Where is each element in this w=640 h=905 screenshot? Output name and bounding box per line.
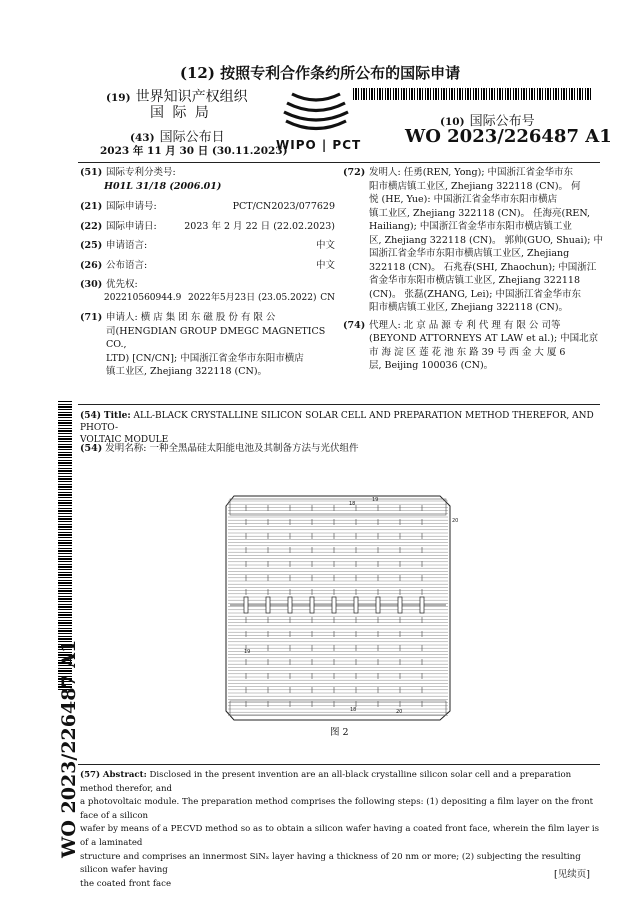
pub-number-value: WO 2023/226487 A1	[405, 126, 612, 147]
title-en-block: (54) Title: ALL-BLACK CRYSTALLINE SILICON SOLAR CELL AND PREPARATION METHOD THEREFOR, AND PHOTO- VOLTAIC MODULE	[80, 411, 594, 445]
field-22: (22) 国际申请日: 2023 年 2 月 22 日 (22.02.2023)	[80, 220, 335, 232]
solder-pad	[354, 597, 358, 613]
title-en-line-2: VOLTAIC MODULE	[80, 435, 169, 445]
reference-numeral: 19	[244, 649, 251, 655]
priority-row	[80, 292, 335, 306]
field-25: (25) 申请语言: 中文	[80, 240, 335, 251]
agent-line: (BEYOND ATTORNEYS AT LAW et al.); 中国北京	[369, 333, 599, 344]
solder-pad	[420, 597, 424, 613]
reference-numeral: 18	[349, 501, 356, 507]
solder-pad	[376, 597, 380, 613]
priority-date: 2022年5月23日 (23.05.2022)	[188, 292, 317, 303]
solder-pad	[244, 597, 248, 613]
wipo-logo	[270, 88, 362, 154]
applicant-line: LTD) [CN/CN]; 中国浙江省金华市东阳市横店	[106, 352, 304, 364]
org-name: 世界知识产权组织	[135, 89, 248, 105]
field-72: (72) 发明人: 任勇(REN, Yong); 中国浙江省金华市东 阳市横店镇工业区, Zhejiang 322118 (CN)。 何 悦 (HE, Yue): 中国浙江省金华市东阳市横店 镇工业区, Zhejiang 322118 (CN)。 任海亮(REN, Hailiang); 中国浙江省金华市东阳市横店镇工业 区, Zhejiang 322118 (CN)。 郭帅(GUO, Shuai); 中 国浙江省金华市东阳市横店镇工业区, Zhejiang 322118 (CN)。 石兆春(SHI, Zhaochun); 中国浙江 省金华市东阳市横店镇工业区, Zhejiang 322118 (CN)。 张磊(ZHANG, Lei); 中国浙江省金华市东 阳市横店镇工业区, Zhejiang 322118 (CN)。	[343, 167, 603, 313]
abstract-block	[80, 769, 604, 891]
reference-numeral: 18	[350, 707, 357, 713]
figure-caption: 图 2	[330, 727, 349, 738]
inventor-line: 322118 (CN)。 石兆春(SHI, Zhaochun); 中国浙江	[369, 261, 597, 273]
reference-numeral: 20	[452, 518, 459, 524]
field-71: (71) 申请人: 横 店 集 团 东 磁 股 份 有 限 公 司(HENGDIAN GROUP DMEGC MAGNETICS CO., LTD) [CN/CN]; 中国浙江省金华市东阳市横店 镇工业区, Zhejiang 322118 (CN)。	[80, 311, 335, 379]
pub-language: 中文	[315, 259, 335, 271]
inventor-line: 国浙江省金华市东阳市横店镇工业区, Zhejiang	[369, 248, 570, 259]
ipc-value: H01L 31/18 (2006.01)	[104, 180, 222, 192]
intl-filing-date: 2023 年 2 月 22 日 (22.02.2023)	[184, 220, 335, 232]
abstract-line-3: wafer by means of a PECVD method so as to obtain a silicon wafer having a coated front face, wherein the film layer is of a laminated	[80, 824, 600, 848]
field-21: (21) 国际申请号: PCT/CN2023/077629	[80, 201, 335, 212]
agent-line: 代理人: 北 京 品 源 专 利 代 理 有 限 公 司等	[369, 319, 561, 331]
priority-country: CN	[320, 292, 335, 303]
field-51: (51) 国际专利分类号:	[80, 167, 176, 178]
solder-pad	[398, 597, 402, 613]
abstract-line-2: a photovoltaic module. The preparation method comprises the following steps: (1) depositing a film layer on the front face of a silicon	[80, 797, 594, 821]
abstract-line-1: (57) Abstract: Disclosed in the present invention are an all-black crystalline silicon solar cell and a preparation method therefor, and	[80, 770, 572, 794]
document-title: (12) 按照专利合作条约所公布的国际申请	[179, 64, 461, 82]
field-74: (74) 代理人: 北 京 品 源 专 利 代 理 有 限 公 司等 (BEYOND ATTORNEYS AT LAW et al.); 中国北京 市 海 淀 区 莲 花 池 东 路 39 号 西 金 大 厦 6 层, Beijing 100036 (CN)。	[343, 319, 599, 371]
title-cn-block: (54) 发明名称: 一种全黑晶硅太阳能电池及其制备方法与光伏组件	[80, 443, 359, 454]
pub-number-label: 国际公布号	[469, 114, 535, 129]
wipo-pct-wordmark: WIPO | PCT	[276, 138, 362, 152]
side-pub-number: WO 2023/226487 A1	[58, 639, 80, 858]
solder-pad	[310, 597, 314, 613]
org-code: (19)	[106, 92, 131, 104]
inventor-line: 省金华市东阳市横店镇工业区, Zhejiang 322118	[369, 275, 581, 286]
title-cn-value: 一种全黑晶硅太阳能电池及其制备方法与光伏组件	[149, 443, 359, 454]
solar-cell-figure	[224, 493, 460, 721]
priority-app-number: 202210560944.9	[104, 292, 182, 303]
applicant-text	[106, 311, 335, 379]
inventors-text	[369, 166, 603, 315]
agent-text	[369, 319, 598, 373]
agent-line: 市 海 淀 区 莲 花 池 东 路 39 号 西 金 大 厦 6	[369, 346, 566, 358]
agent-line: 层, Beijing 100036 (CN)。	[369, 360, 494, 371]
biblio-divider	[78, 404, 600, 405]
reference-numeral: 20	[396, 709, 403, 715]
applicant-line: 司(HENGDIAN GROUP DMEGC MAGNETICS CO.,	[106, 325, 326, 350]
bureau-name: 国 际 局	[150, 105, 211, 121]
inventor-line: (CN)。 张磊(ZHANG, Lei); 中国浙江省金华市东	[369, 288, 581, 300]
intl-app-number: PCT/CN2023/077629	[232, 201, 335, 212]
abstract-line-5: the coated front face	[80, 878, 172, 889]
field-26: (26) 公布语言: 中文	[80, 259, 335, 271]
reference-numeral: 19	[372, 497, 379, 503]
continued-note: [见续页]	[554, 869, 590, 880]
solder-pad	[266, 597, 270, 613]
pub-number-code: (10)	[440, 116, 465, 128]
inventor-line: 阳市横店镇工业区, Zhejiang 322118 (CN)。	[369, 302, 569, 313]
inventor-line: 发明人: 任勇(REN, Yong); 中国浙江省金华市东	[369, 167, 574, 178]
field-30: (30) 优先权:	[80, 279, 138, 290]
applicant-line: 镇工业区, Zhejiang 322118 (CN)。	[106, 366, 268, 377]
top-barcode	[353, 88, 593, 100]
title-en-line-1: ALL-BLACK CRYSTALLINE SILICON SOLAR CELL AND PREPARATION METHOD THEREFOR, AND PHOTO-	[80, 411, 594, 433]
solder-pad	[288, 597, 292, 613]
header-divider	[78, 162, 600, 163]
inventor-line: Hailiang); 中国浙江省金华市东阳市横店镇工业	[369, 221, 572, 232]
left-biblio-column	[80, 166, 335, 379]
abstract-line-4: structure and comprises an innermost SiNₓ layer having a thickness of 20 nm or more; (2) subjecting the resulting silicon wafer having	[80, 851, 581, 876]
solar-cell-drawing	[224, 493, 460, 721]
inventor-line: 区, Zhejiang 322118 (CN)。 郭帅(GUO, Shuai); 中	[369, 234, 603, 246]
pub-date-value: 2023 年 11 月 30 日 (30.11.2023)	[100, 145, 288, 157]
applicant-line: 申请人: 横 店 集 团 东 磁 股 份 有 限 公	[106, 312, 276, 323]
right-biblio-column	[343, 166, 603, 373]
inventor-line: 悦 (HE, Yue): 中国浙江省金华市东阳市横店	[369, 194, 558, 205]
solder-pad	[332, 597, 336, 613]
inventor-line: 镇工业区, Zhejiang 322118 (CN)。 任海亮(REN,	[369, 207, 591, 219]
pub-date-label: 国际公布日	[159, 130, 225, 145]
filing-language: 中文	[315, 240, 335, 251]
inventor-line: 阳市横店镇工业区, Zhejiang 322118 (CN)。 何	[369, 180, 581, 192]
pub-date-code: (43)	[130, 132, 155, 144]
abstract-divider	[78, 764, 600, 765]
